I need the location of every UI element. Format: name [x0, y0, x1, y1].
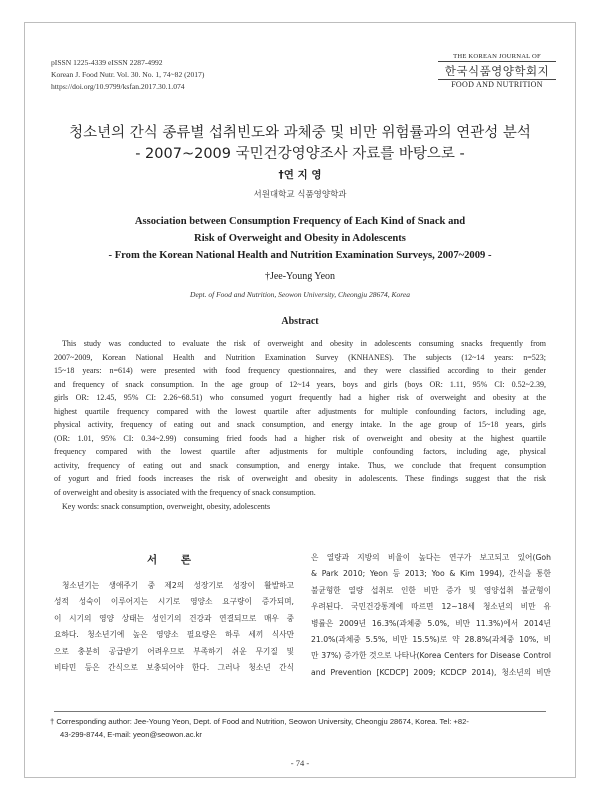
body-line: 청소년기는 생애주기 중 제2의 성장기로 성장이 활발하고	[62, 581, 294, 590]
intro-left-column	[54, 578, 294, 676]
korean-affiliation: 서원대학교 식품영양학과	[253, 190, 347, 200]
body-line: and Prevention [KCDCP] 2009; KCDCP 2014), 청소년의 비만	[311, 667, 551, 677]
body-line: 만 37%) 증가한 것으로 나타나(Korea Centers for Disease Control	[311, 651, 551, 661]
body-line: 비타민 등은 간식으로 보충되어야 한다. 그러나 청소년 간식	[54, 663, 294, 673]
doi-link[interactable]: https://doi.org/10.9799/ksfan.2017.30.1.074	[51, 82, 185, 91]
abstract-line: (OR: 1.01, 95% CI: 0.34~2.99) consuming fried foods had a higher risk of overweight and obesity at the highest quartile	[54, 433, 546, 443]
english-title-line-1: Association between Consumption Frequency of Each Kind of Snack and	[134, 216, 466, 227]
body-line: 불균형한 열량 섭취로 인한 비만 증가 및 영양섭취 불균형이	[311, 585, 551, 595]
korean-author: †연 지 영	[278, 169, 322, 181]
abstract-line: frequency compared with the lowest quartile after adjustments for multiple confounding factors, including age, physical	[54, 447, 546, 457]
abstract-line: 2007~2009, Korean National Health and Nutrition Examination Survey (KNHANES). The subjects (12~14 years: n=523;	[54, 352, 546, 362]
korean-title-line-2: - 2007~2009 국민건강영양조사 자료를 바탕으로 -	[135, 146, 465, 162]
english-title-line-2: Risk of Overweight and Obesity in Adolescents	[194, 233, 406, 244]
article-meta	[51, 57, 204, 93]
footnote-line-2: 43-299-8744, E-mail: yeon@seowon.ac.kr	[60, 730, 202, 739]
abstract-line: 15~18 years: n=614) were presented with food frequency questionnaires, and they were classified according to their gender	[54, 366, 546, 376]
abstract-line: highest quartile frequency compared with the lowest quartile after adjustments for multiple confounding factors, including age,	[54, 406, 546, 416]
footnote-rule	[54, 711, 546, 712]
journal-logo	[438, 53, 556, 89]
body-line: 21.0%(과체중 5.5%, 비만 15.5%)로 약 28.8%(과체중 10%, 비	[311, 635, 551, 645]
footnote-line-1: † Corresponding author: Jee-Young Yeon, Dept. of Food and Nutrition, Seowon University, Cheongju 28674, Korea. Tel: +82-	[50, 717, 469, 726]
abstract-heading: Abstract	[281, 316, 319, 327]
abstract-line: and frequency of snack consumption. In the age group of 12~14 years, boys and girls (boys OR: 1.11, 95% CI: 0.52~2.39,	[54, 379, 546, 389]
corresponding-author-footnote	[50, 715, 550, 741]
abstract-line: of yogurt and fried foods increases the risk of overweight and obesity in adolescents. These findings suggest that the risk	[54, 474, 546, 484]
body-line: & Park 2010; Yeon 등 2013; Yoo & Kim 1994), 간식을 통한	[311, 569, 551, 579]
body-line: 은 열량과 지방의 비율이 높다는 연구가 보고되고 있어(Goh	[311, 553, 551, 562]
keywords: Key words: snack consumption, overweight, obesity, adolescents	[62, 502, 271, 511]
body-line: 우려된다. 국민건강통계에 따르면 12~18세 청소년의 비만 유	[311, 602, 551, 612]
body-line: 성적 성숙이 이루어지는 시기로 영양소 요구량이 증가되며,	[54, 597, 294, 607]
abstract-line: girls OR: 12.45, 95% CI: 2.26~68.51) who consumed yogurt frequently had a higher risk of overweight and obesity at the	[54, 393, 546, 403]
body-line: 요하다. 청소년기에 높은 영양소 필요량은 하루 세끼 식사만	[54, 630, 294, 640]
korean-title-line-1: 청소년의 간식 종류별 섭취빈도와 과체중 및 비만 위험률과의 연관성 분석	[69, 125, 531, 141]
abstract-body	[54, 337, 546, 500]
english-affiliation: Dept. of Food and Nutrition, Seowon University, Cheongju 28674, Korea	[190, 290, 410, 299]
english-author: †Jee-Young Yeon	[264, 271, 336, 282]
body-line: 이 시기의 영양 상태는 성인기의 건강과 연결되므로 매우 중	[54, 613, 294, 623]
abstract-line: of overweight and obesity is associated with the frequency of snack consumption.	[54, 488, 316, 498]
intro-right-column	[311, 550, 551, 681]
journal-name-bottom: FOOD AND NUTRITION	[438, 79, 556, 89]
page-number: - 74 -	[290, 758, 310, 768]
abstract-line: activity, frequency of eating out and snack consumption, and energy intake. Thus, we conclude that frequent consumption	[54, 460, 546, 470]
introduction-heading: 서 론	[147, 554, 201, 566]
english-title-line-3: - From the Korean National Health and Nutrition Examination Surveys, 2007~2009 -	[108, 250, 492, 261]
citation-line: Korean J. Food Nutr. Vol. 30. No. 1, 74~82 (2017)	[51, 70, 205, 79]
body-line: 으로 충분히 공급받기 어려우므로 부족하기 쉬운 무기질 및	[54, 646, 294, 656]
issn-line: pISSN 1225-4339 eISSN 2287-4992	[51, 58, 163, 67]
english-title	[30, 213, 570, 264]
body-line: 병률은 2009년 16.3%(과체중 5.0%, 비만 11.3%)에서 2014년	[311, 618, 551, 628]
abstract-line: physical activity, frequency of eating out and snack consumption, and energy intake. In the age group of 15~18 years, girls	[54, 420, 546, 430]
korean-title	[40, 123, 560, 165]
journal-name-korean: 한국식품영양학회지	[444, 64, 550, 78]
abstract-line: This study was conducted to evaluate the risk of overweight and obesity in adolescents consuming snacks frequently from	[62, 339, 546, 348]
journal-name-top: THE KOREAN JOURNAL OF	[438, 53, 556, 62]
